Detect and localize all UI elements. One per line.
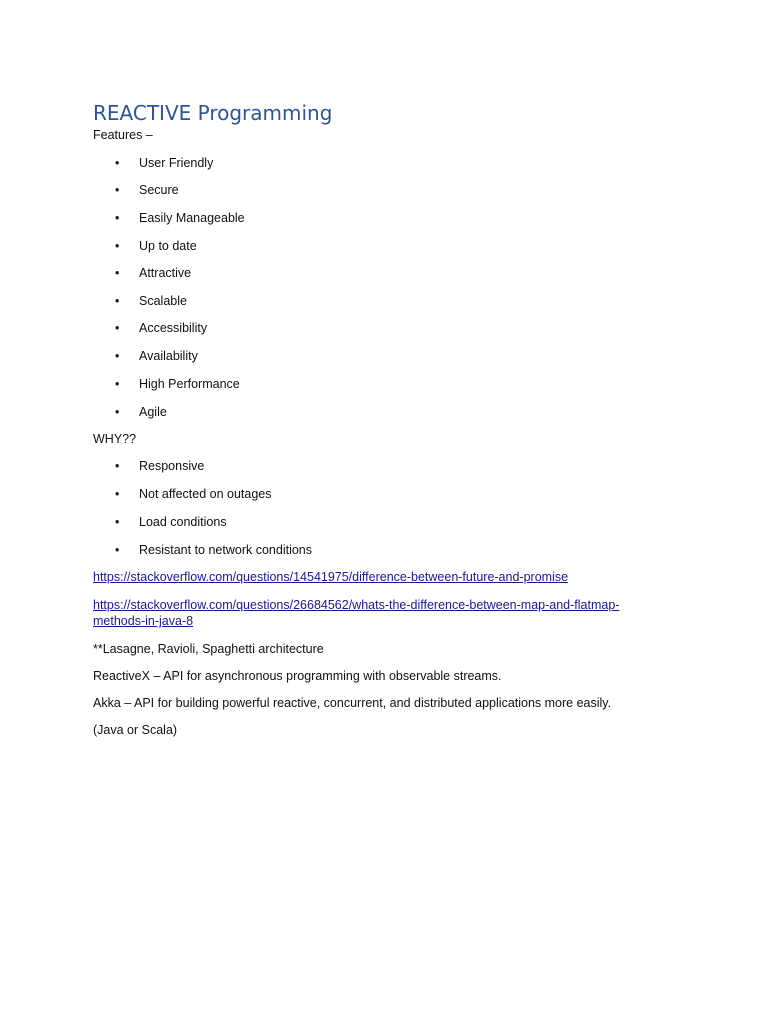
- bullet-icon: •: [115, 349, 120, 363]
- list-item: [0, 238, 768, 254]
- list-item: [0, 293, 768, 309]
- list-item: [0, 404, 768, 420]
- bullet-icon: •: [115, 266, 120, 280]
- page-title: REACTIVE Programming: [93, 101, 333, 125]
- list-item: [0, 514, 768, 530]
- feature-easily-manageable: Easily Manageable: [139, 211, 245, 225]
- features-heading: Features –: [93, 128, 153, 142]
- languages-note: (Java or Scala): [93, 723, 178, 737]
- akka-note: Akka – API for building powerful reactive, concurrent, and distributed applications more easily.: [93, 696, 612, 710]
- list-item: [0, 486, 768, 502]
- bullet-icon: •: [115, 183, 120, 197]
- list-item: [0, 182, 768, 198]
- feature-secure: Secure: [139, 183, 179, 197]
- bullet-icon: •: [115, 459, 120, 473]
- link-map-vs-flatmap-line1[interactable]: https://stackoverflow.com/questions/26684562/whats-the-difference-between-map-and-flatmap-: [93, 598, 620, 612]
- feature-up-to-date: Up to date: [139, 239, 197, 253]
- why-responsive: Responsive: [139, 459, 205, 473]
- bullet-icon: •: [115, 377, 120, 391]
- why-not-affected-on-outages: Not affected on outages: [139, 487, 272, 501]
- feature-scalable: Scalable: [139, 294, 187, 308]
- why-heading: WHY??: [93, 432, 137, 446]
- bullet-icon: •: [115, 239, 120, 253]
- feature-attractive: Attractive: [139, 266, 192, 280]
- bullet-icon: •: [115, 515, 120, 529]
- list-item: [0, 348, 768, 364]
- list-item: [0, 155, 768, 171]
- list-item: [0, 542, 768, 558]
- list-item: [0, 458, 768, 474]
- bullet-icon: •: [115, 294, 120, 308]
- feature-availability: Availability: [139, 349, 198, 363]
- why-resistant-to-network-conditions: Resistant to network conditions: [139, 543, 313, 557]
- list-item: [0, 320, 768, 336]
- list-item: [0, 210, 768, 226]
- link-map-vs-flatmap-line2[interactable]: methods-in-java-8: [93, 614, 194, 628]
- bullet-icon: •: [115, 156, 120, 170]
- bullet-icon: •: [115, 405, 120, 419]
- architecture-note: **Lasagne, Ravioli, Spaghetti architecture: [93, 642, 324, 656]
- feature-agile: Agile: [139, 405, 167, 419]
- feature-high-performance: High Performance: [139, 377, 240, 391]
- list-item: [0, 376, 768, 392]
- feature-user-friendly: User Friendly: [139, 156, 214, 170]
- bullet-icon: •: [115, 321, 120, 335]
- list-item: [0, 265, 768, 281]
- link-future-vs-promise[interactable]: https://stackoverflow.com/questions/14541975/difference-between-future-and-promise: [93, 570, 569, 584]
- feature-accessibility: Accessibility: [139, 321, 208, 335]
- why-load-conditions: Load conditions: [139, 515, 227, 529]
- bullet-icon: •: [115, 487, 120, 501]
- bullet-icon: •: [115, 211, 120, 225]
- reactivex-note: ReactiveX – API for asynchronous programming with observable streams.: [93, 669, 502, 683]
- bullet-icon: •: [115, 543, 120, 557]
